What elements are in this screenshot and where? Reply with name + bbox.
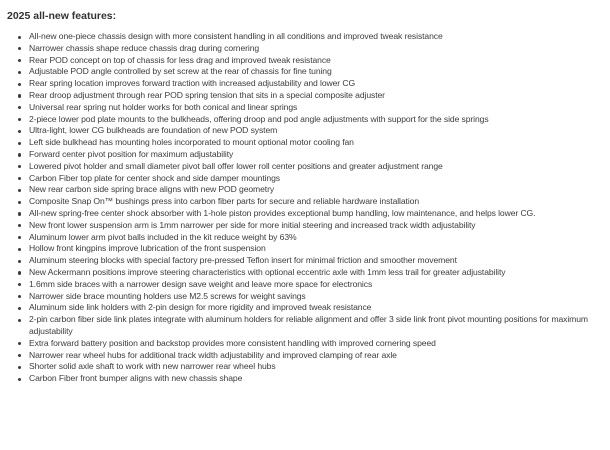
feature-item xyxy=(29,208,606,220)
bullet-icon xyxy=(18,83,21,86)
feature-text: Rear POD concept on top of chassis for less drag and improved tweak resistance xyxy=(29,54,331,65)
feature-text: Narrower rear wheel hubs for additional track width adjustability and improved clamping of rear axle xyxy=(29,349,397,360)
feature-item xyxy=(29,125,606,137)
feature-item xyxy=(29,43,606,55)
feature-text: Rear spring location improves forward traction with increased adjustability and lower CG xyxy=(29,78,356,89)
bullet-icon xyxy=(18,59,21,62)
bullet-icon xyxy=(18,295,21,298)
feature-item xyxy=(29,184,606,196)
bullet-icon xyxy=(18,130,21,133)
feature-item xyxy=(29,220,606,232)
feature-text: Universal rear spring nut holder works for both conical and linear springs xyxy=(29,101,298,112)
bullet-icon xyxy=(18,36,21,39)
feature-item xyxy=(29,173,606,185)
feature-text: Aluminum steering blocks with special factory pre-pressed Teflon insert for minimal friction and smoother movement xyxy=(29,255,457,266)
feature-item xyxy=(29,291,606,303)
bullet-icon xyxy=(18,248,21,251)
feature-item xyxy=(29,66,606,78)
bullet-icon xyxy=(18,224,21,227)
bullet-icon xyxy=(18,47,21,50)
bullet-icon xyxy=(18,236,21,239)
feature-item xyxy=(29,255,606,267)
feature-text: All-new one-piece chassis design with more consistent handling in all conditions and improved tweak resistance xyxy=(29,31,443,41)
feature-text: Shorter solid axle shaft to work with new narrower rear wheel hubs xyxy=(29,361,276,372)
bullet-icon xyxy=(18,378,21,381)
feature-text: Forward center pivot position for maximum adjustability xyxy=(29,148,234,159)
feature-item xyxy=(29,137,606,149)
feature-text: 2-pin carbon fiber side link plates integrate with aluminum holders for reliable alignment and offer 3 side link front pivot mounting positions for maximum adjustability xyxy=(29,314,588,336)
feature-text: Aluminum lower arm pivot balls included in the kit reduce weight by 63% xyxy=(29,231,297,242)
feature-item xyxy=(29,161,606,173)
feature-text: 2-piece lower pod plate mounts to the bulkheads, offering droop and pod angle adjustments with support for the side springs xyxy=(29,113,489,124)
feature-text: New rear carbon side spring brace aligns with new POD geometry xyxy=(29,184,275,195)
bullet-icon xyxy=(18,189,21,192)
feature-item xyxy=(29,102,606,114)
feature-item xyxy=(29,302,606,314)
bullet-icon xyxy=(18,307,21,310)
feature-item xyxy=(29,114,606,126)
bullet-icon xyxy=(18,118,21,121)
bullet-icon xyxy=(18,260,21,263)
bullet-icon xyxy=(18,142,21,145)
bullet-icon xyxy=(18,283,21,286)
feature-text: Hollow front kingpins improve lubrication of the front suspension xyxy=(29,243,266,254)
feature-item xyxy=(29,373,606,385)
feature-item xyxy=(29,31,606,43)
feature-item xyxy=(29,243,606,255)
bullet-icon xyxy=(18,153,21,156)
feature-item xyxy=(29,338,606,350)
feature-item xyxy=(29,149,606,161)
features-heading: 2025 all-new features: xyxy=(7,10,117,22)
feature-text: New front lower suspension arm is 1mm narrower per side for more initial steering and increased track width adjustability xyxy=(29,219,476,230)
feature-text: Aluminum side link holders with 2-pin design for more rigidity and improved tweak resistance xyxy=(29,302,372,313)
feature-text: 1.6mm side braces with a narrower design save weight and leave more space for electronics xyxy=(29,278,373,289)
feature-item xyxy=(29,361,606,373)
feature-text: Extra forward battery position and backstop provides more consistent handling with improved cornering speed xyxy=(29,337,436,348)
bullet-icon xyxy=(18,366,21,369)
bullet-icon xyxy=(18,342,21,345)
feature-text: All-new spring-free center shock absorber with 1-hole piston provides exceptional bump handling, low maintenance, and helps lower CG. xyxy=(29,207,536,218)
bullet-icon xyxy=(18,354,21,357)
bullet-icon xyxy=(18,71,21,74)
feature-text: Left side bulkhead has mounting holes incorporated to mount optional motor cooling fan xyxy=(29,137,354,148)
feature-text: Lowered pivot holder and small diameter pivot ball offer lower roll center positions and greater adjustment range xyxy=(29,160,443,171)
feature-text: New Ackermann positions improve steering characteristics with optional eccentric axle with 1mm less trail for greater adjustability xyxy=(29,266,506,277)
feature-text: Ultra-light, lower CG bulkheads are foundation of new POD system xyxy=(29,125,278,136)
feature-item xyxy=(29,55,606,67)
feature-text: Carbon Fiber front bumper aligns with new chassis shape xyxy=(29,373,243,384)
feature-text: Narrower side brace mounting holders use M2.5 screws for weight savings xyxy=(29,290,306,301)
feature-item xyxy=(29,350,606,362)
feature-text: Composite Snap On™ bushings press into carbon fiber parts for secure and reliable hardware installation xyxy=(29,196,420,207)
bullet-icon xyxy=(18,94,21,97)
feature-text: Carbon Fiber top plate for center shock and side damper mountings xyxy=(29,172,280,183)
feature-item xyxy=(29,90,606,102)
feature-item xyxy=(29,279,606,291)
feature-item xyxy=(29,314,606,338)
bullet-icon xyxy=(18,319,21,322)
feature-item xyxy=(29,267,606,279)
feature-item xyxy=(29,232,606,244)
features-list xyxy=(7,31,606,385)
feature-text: Narrower chassis shape reduce chassis drag during cornering xyxy=(29,42,260,53)
feature-text: Rear droop adjustment through rear POD spring tension that sits in a special composite adjuster xyxy=(29,89,385,100)
feature-text: Adjustable POD angle controlled by set screw at the rear of chassis for fine tuning xyxy=(29,66,332,77)
bullet-icon xyxy=(18,165,21,168)
bullet-icon xyxy=(18,106,21,109)
feature-item xyxy=(29,78,606,90)
feature-item xyxy=(29,196,606,208)
bullet-icon xyxy=(18,177,21,180)
bullet-icon xyxy=(18,271,21,274)
bullet-icon xyxy=(18,212,21,215)
bullet-icon xyxy=(18,201,21,204)
